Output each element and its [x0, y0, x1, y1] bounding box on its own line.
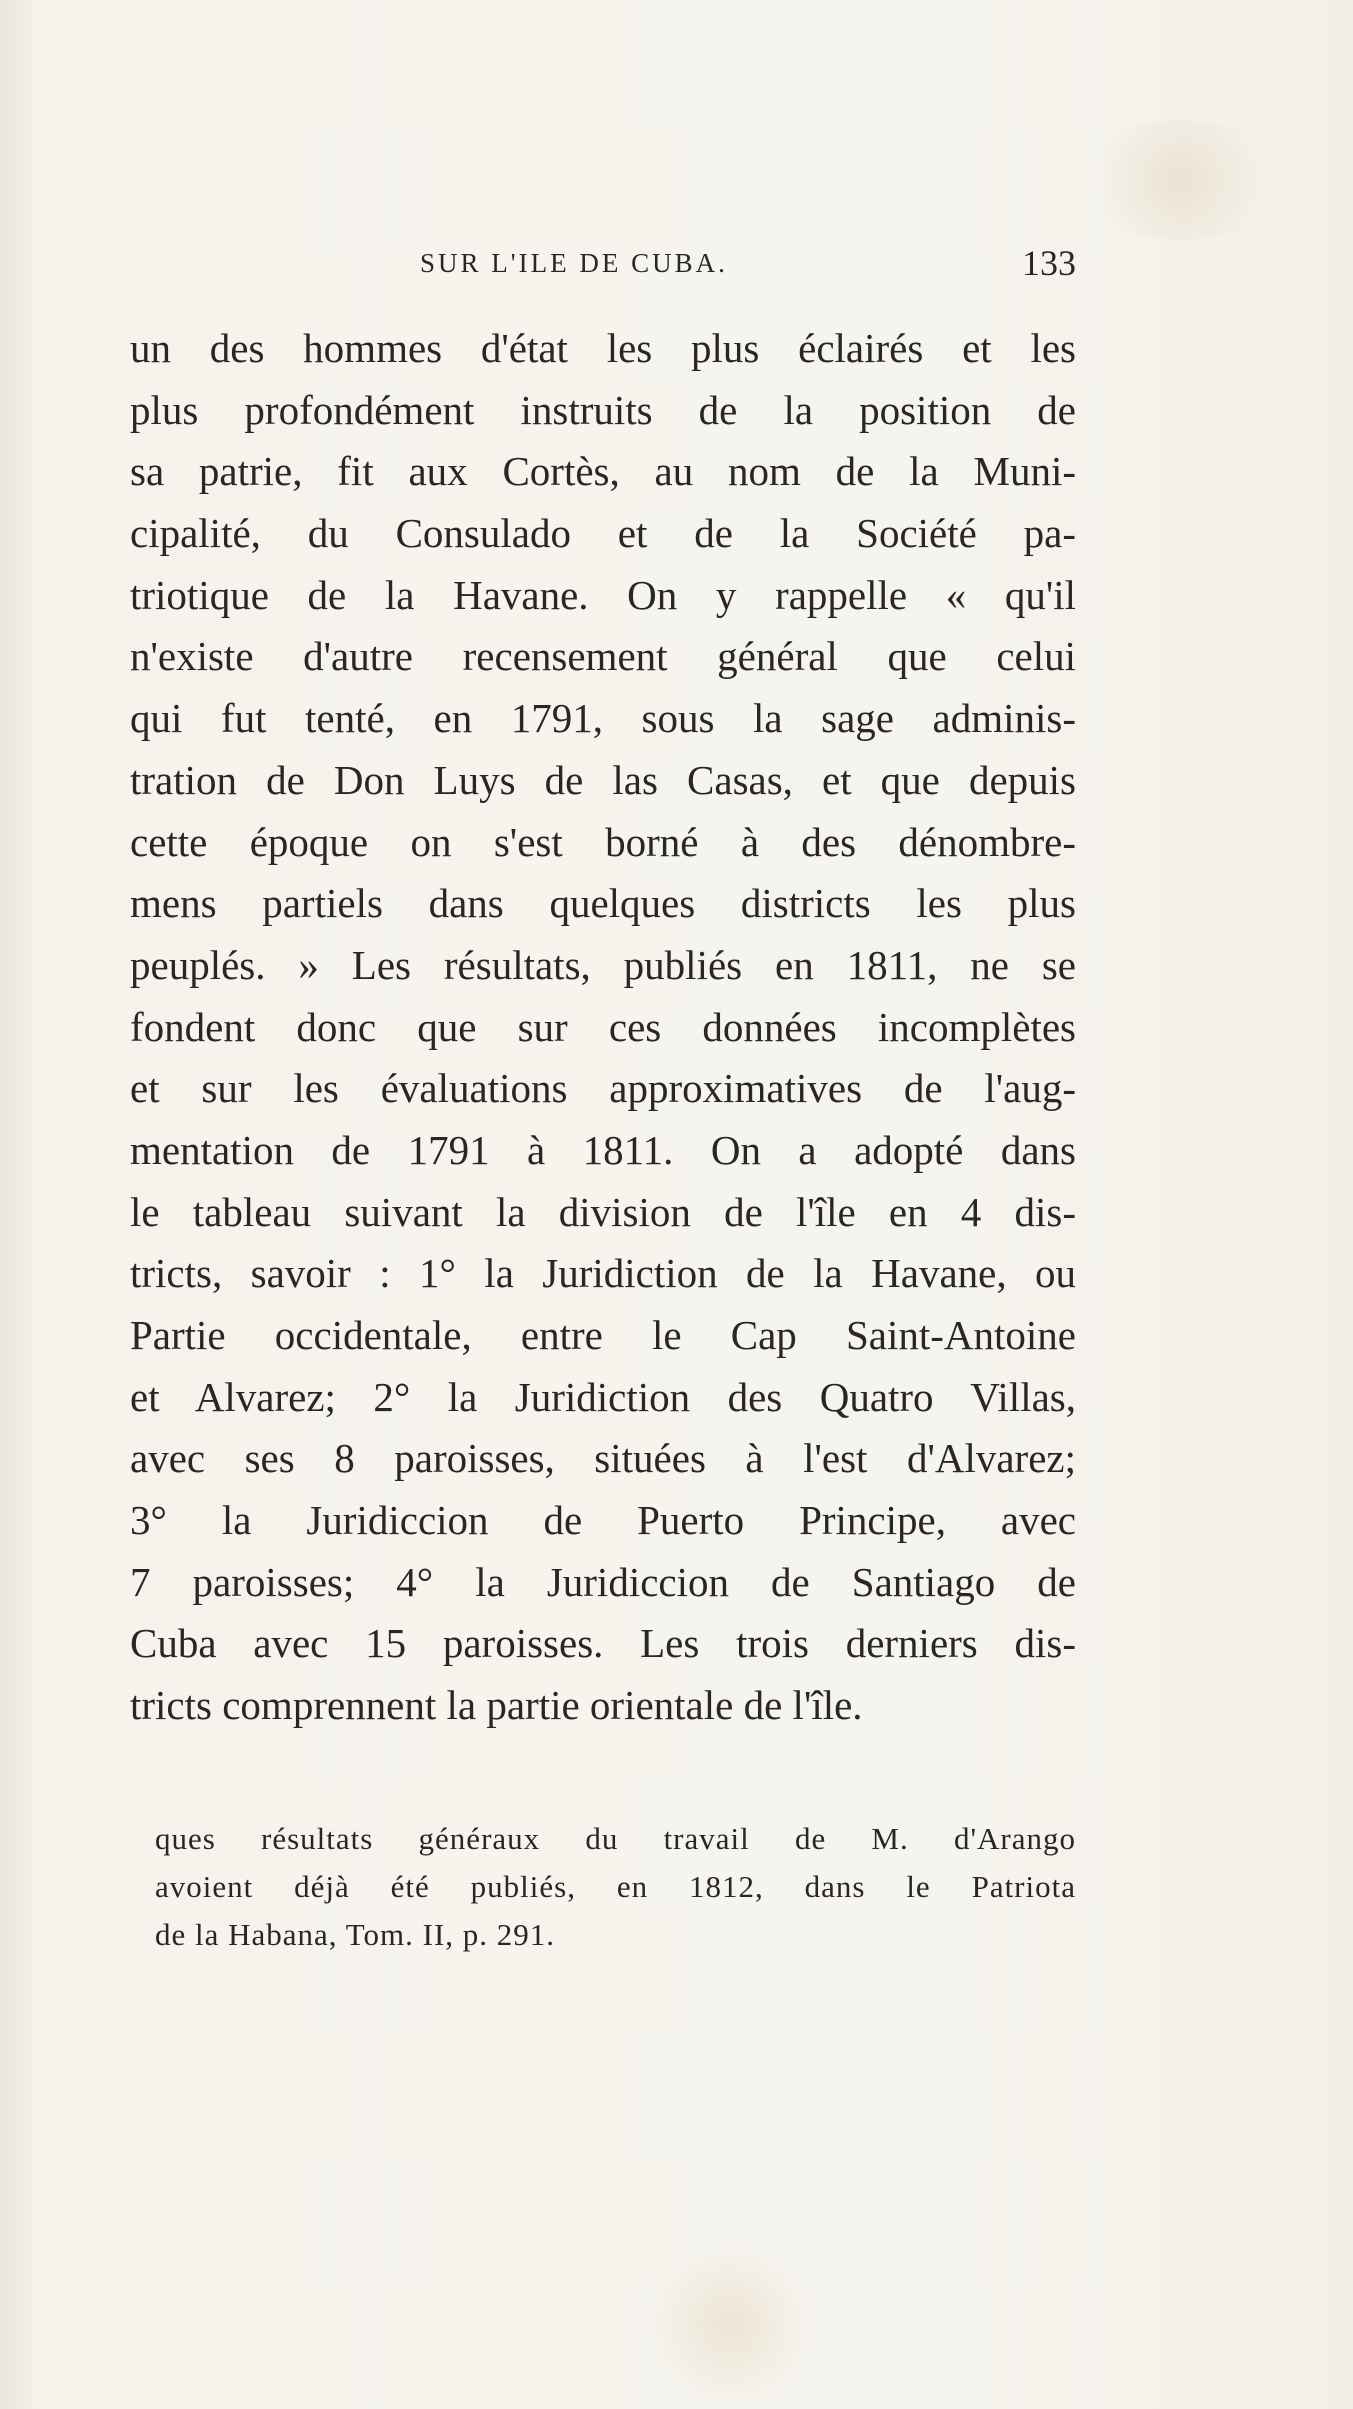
text-line: cette époque on s'est borné à des dénombre- [130, 818, 1076, 865]
paper-stain [640, 2250, 820, 2400]
text-line: qui fut tenté, en 1791, sous la sage adminis- [130, 695, 1076, 742]
body-text [130, 318, 1076, 1737]
text-line: le tableau suivant la division de l'île en 4 dis- [130, 1188, 1076, 1235]
text-line: 7 paroisses; 4° la Juridiccion de Santiago de [130, 1558, 1076, 1605]
text-line: 3° la Juridiccion de Puerto Principe, avec [130, 1497, 1076, 1544]
text-line: mentation de 1791 à 1811. On a adopté dans [130, 1126, 1076, 1173]
text-line: et Alvarez; 2° la Juridiction des Quatro Villas, [130, 1373, 1076, 1420]
text-line: triotique de la Havane. On y rappelle « qu'il [130, 571, 1076, 618]
running-head [130, 240, 1076, 300]
text-line: tration de Don Luys de las Casas, et que depuis [130, 756, 1076, 803]
text-line: sa patrie, fit aux Cortès, au nom de la Muni- [130, 448, 1076, 495]
page-number: 133 [1022, 243, 1076, 283]
text-line: avec ses 8 paroisses, situées à l'est d'Alvarez; [130, 1435, 1076, 1482]
footnote-line: ques résultats généraux du travail de M. d'Arango [155, 1821, 1076, 1856]
running-title: SUR L'ILE DE CUBA. [420, 248, 728, 278]
footnote-line: avoient déjà été publiés, en 1812, dans le Patriota [155, 1869, 1076, 1904]
text-line: cipalité, du Consulado et de la Société pa- [130, 510, 1076, 557]
footnote-line: de la Habana, Tom. II, p. 291. [155, 1917, 556, 1952]
paper-stain [1080, 120, 1280, 240]
text-line: peuplés. » Les résultats, publiés en 1811, ne se [130, 941, 1076, 988]
footnote [155, 1815, 1076, 1959]
text-line: n'existe d'autre recensement général que celui [130, 633, 1076, 680]
text-line: Cuba avec 15 paroisses. Les trois derniers dis- [130, 1620, 1076, 1667]
text-line: tricts, savoir : 1° la Juridiction de la Havane, ou [130, 1250, 1076, 1297]
text-line: tricts comprennent la partie orientale de l'île. [130, 1682, 863, 1729]
text-line: un des hommes d'état les plus éclairés et les [130, 325, 1076, 371]
text-line: et sur les évaluations approximatives de l'aug- [130, 1065, 1076, 1112]
text-line: Partie occidentale, entre le Cap Saint-Antoine [130, 1312, 1076, 1358]
text-line: mens partiels dans quelques districts les plus [130, 880, 1076, 927]
text-line: fondent donc que sur ces données incomplètes [130, 1003, 1076, 1050]
text-line: plus profondément instruits de la position de [130, 386, 1076, 433]
